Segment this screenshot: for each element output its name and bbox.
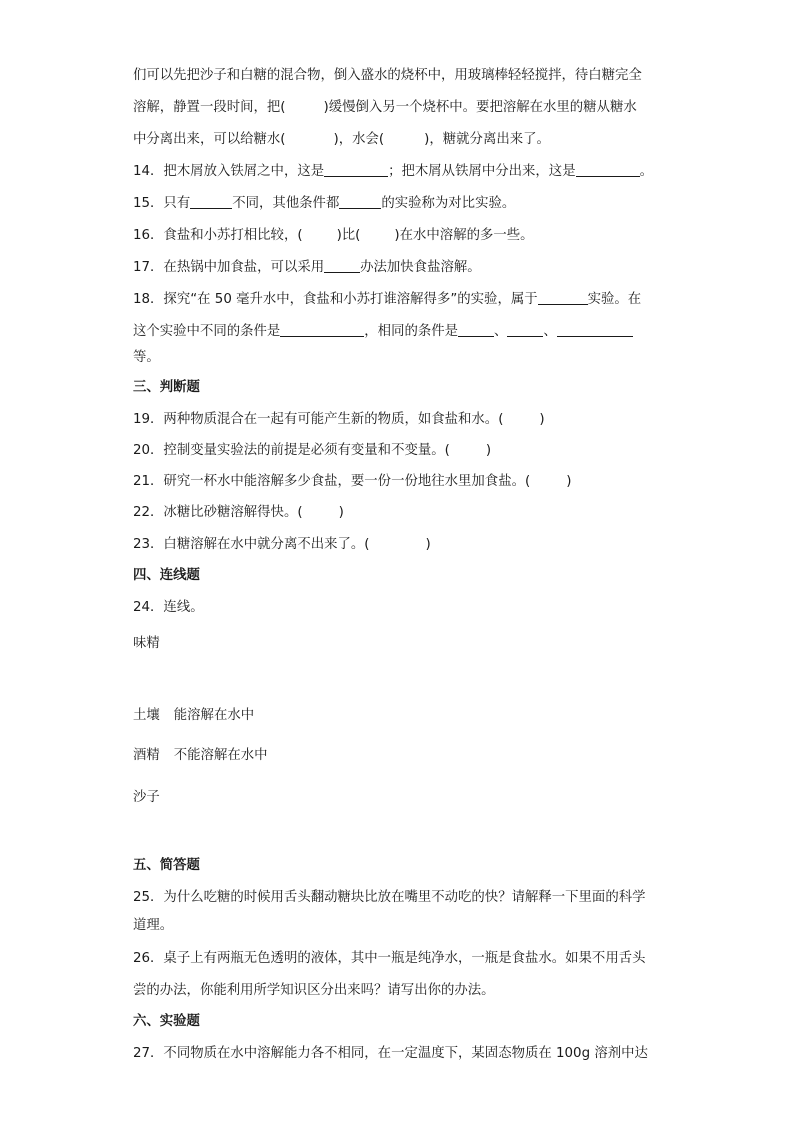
passage-text: 们可以先把沙子和白糖的混合物，倒入盛水的烧杯中，用玻璃棒轻轻搅拌，待白糖完全 — [133, 68, 642, 83]
question-text: 16．食盐和小苏打相比较，( — [133, 228, 303, 243]
passage-text: )缓慢倒入另一个烧杯中。要把溶解在水里的糖从糖水 — [323, 100, 637, 115]
answer-blank[interactable] — [557, 322, 633, 337]
match-right-item[interactable]: 能溶解在水中 — [173, 708, 255, 723]
question-17 — [133, 258, 668, 278]
answer-blank[interactable] — [190, 194, 232, 209]
question-text: 21．研究一杯水中能溶解多少食盐，要一份一份地往水里加食盐。( — [133, 474, 531, 489]
question-26-line-1: 26．桌子上有两瓶无色透明的液体，其中一瓶是纯净水，一瓶是食盐水。如果不用舌头 — [133, 951, 646, 966]
question-24: 24．连线。 — [133, 600, 204, 615]
question-text: 20．控制变量实验法的前提是必须有变量和不变量。( — [133, 443, 450, 458]
question-18-line-1 — [133, 290, 668, 310]
passage-text: )，水会( — [333, 132, 385, 147]
match-right-item[interactable]: 不能溶解在水中 — [173, 748, 268, 763]
match-left-item[interactable]: 味精 — [133, 636, 160, 651]
question-text: 的实验称为对比实验。 — [381, 196, 516, 211]
section-5-title: 五、简答题 — [133, 858, 200, 873]
question-text: 14．把木屑放入铁屑之中，这是 — [133, 164, 325, 179]
question-23 — [133, 535, 668, 555]
question-text: 不同，其他条件都 — [232, 196, 340, 211]
question-text: )在水中溶解的多一些。 — [394, 228, 534, 243]
question-text: 23．白糖溶解在水中就分离不出来了。( — [133, 537, 370, 552]
passage-text: 溶解，静置一段时间，把( — [133, 100, 286, 115]
passage-text: )，糖就分离出来了。 — [424, 132, 550, 147]
separator: 、 — [494, 324, 508, 339]
question-text: 15．只有 — [133, 196, 191, 211]
question-21 — [133, 472, 668, 492]
question-text: 22．冰糖比砂糖溶解得快。( — [133, 505, 303, 520]
question-19 — [133, 410, 668, 430]
question-text: ) — [425, 537, 431, 552]
passage-line-2 — [133, 98, 668, 118]
question-25-line-1: 25．为什么吃糖的时候用舌头翻动糖块比放在嘴里不动吃的快？请解释一下里面的科学 — [133, 890, 646, 905]
match-row — [133, 746, 668, 766]
question-18-line-2 — [133, 322, 668, 342]
question-text: )比( — [336, 228, 361, 243]
question-22 — [133, 503, 668, 523]
question-text: 19．两种物质混合在一起有可能产生新的物质，如食盐和水。( — [133, 412, 504, 427]
match-left-item[interactable]: 土壤 — [133, 708, 160, 723]
question-text: ) — [338, 505, 344, 520]
answer-blank[interactable] — [339, 194, 381, 209]
section-4-title: 四、连线题 — [133, 568, 200, 583]
question-14 — [133, 162, 668, 182]
question-text: ，相同的条件是 — [364, 324, 459, 339]
question-text: 办法加快食盐溶解。 — [360, 260, 481, 275]
question-27-line-1: 27．不同物质在水中溶解能力各不相同，在一定温度下，某固态物质在 100g 溶剂中达 — [133, 1046, 648, 1061]
match-left-item[interactable]: 沙子 — [133, 790, 160, 805]
answer-blank[interactable] — [458, 322, 494, 337]
separator: 、 — [543, 324, 557, 339]
match-left-item[interactable]: 酒精 — [133, 748, 160, 763]
answer-blank[interactable] — [280, 322, 364, 337]
question-20 — [133, 441, 668, 461]
passage-line-1 — [133, 66, 668, 86]
question-26-line-2: 尝的办法，你能利用所学知识区分出来吗？请写出你的办法。 — [133, 983, 495, 998]
answer-blank[interactable] — [507, 322, 543, 337]
answer-blank[interactable] — [324, 162, 388, 177]
question-text: 实验。在 — [587, 292, 642, 307]
section-3-title: 三、判断题 — [133, 380, 200, 395]
question-text: 18．探究“在 50 毫升水中，食盐和小苏打谁溶解得多”的实验，属于 — [133, 292, 538, 307]
question-text: 17．在热锅中加食盐，可以采用 — [133, 260, 325, 275]
question-text: 等。 — [133, 350, 160, 365]
section-6-title: 六、实验题 — [133, 1014, 200, 1029]
question-text: 这个实验中不同的条件是 — [133, 324, 281, 339]
answer-blank[interactable] — [576, 162, 640, 177]
question-25-line-2: 道理。 — [133, 918, 174, 933]
passage-text: 中分离出来，可以给糖水( — [133, 132, 286, 147]
answer-blank[interactable] — [538, 290, 588, 305]
question-text: 。 — [639, 164, 653, 179]
question-text: ；把木屑从铁屑中分出来，这是 — [388, 164, 576, 179]
question-15 — [133, 194, 668, 214]
passage-line-3 — [133, 130, 668, 150]
match-row — [133, 706, 668, 726]
question-16 — [133, 226, 668, 246]
question-18-line-3 — [133, 348, 668, 368]
question-text: ) — [539, 412, 545, 427]
question-text: ) — [566, 474, 572, 489]
question-text: ) — [485, 443, 492, 458]
answer-blank[interactable] — [324, 258, 360, 273]
